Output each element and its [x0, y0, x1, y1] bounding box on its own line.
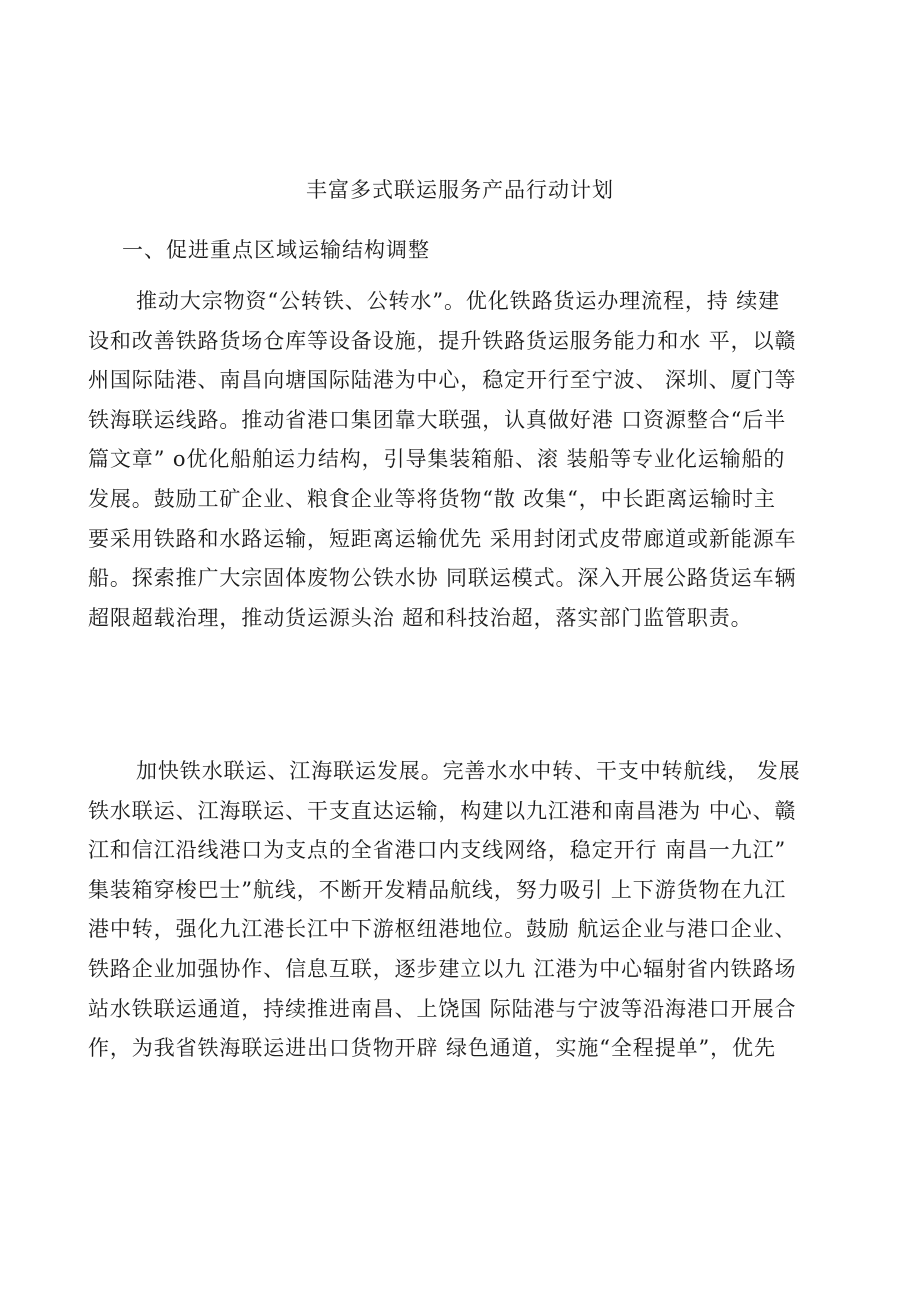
paragraph-line: 铁路企业加强协作、信息互联，逐步建立以九 江港为中心辐射省内铁路场: [88, 956, 797, 981]
paragraph-line: 加快铁水联运、江海联运发展。完善水水中转、干支中转航线， 发展: [136, 759, 801, 783]
paragraph-line: 州国际陆港、南昌向塘国际陆港为中心，稳定开行至宁波、 深圳、厦门等: [88, 368, 797, 393]
paragraph-line: 设和改善铁路货场仓库等设备设施，提升铁路货运服务能力和水 平，以赣: [88, 328, 797, 353]
paragraph-line: 铁水联运、江海联运、干支直达运输，构建以九江港和南昌港为 中心、赣: [88, 798, 797, 823]
paragraph-line: 铁海联运线路。推动省港口集团靠大联强，认真做好港 口资源整合“后半: [88, 407, 787, 432]
paragraph-line: 港中转，强化九江港长江中下游枢纽港地位。鼓励 航运企业与港口企业、: [88, 917, 797, 942]
paragraph-line: 要采用铁路和水路运输，短距离运输优先 采用封闭式皮带廊道或新能源车: [88, 526, 797, 551]
paragraph-1: [88, 282, 840, 638]
paragraph-line: 篇文章” o优化船舶运力结构，引导集装箱船、滚 装船等专业化运输船的: [88, 447, 786, 472]
document-title: 丰富多式联运服务产品行动计划: [306, 178, 614, 202]
paragraph-line: 作，为我省铁海联运进出口货物开辟 绿色通道，实施“全程提单”，优先: [88, 1036, 776, 1061]
paragraph-line: 推动大宗物资“公转铁、公转水”。优化铁路货运办理流程，持 续建: [136, 289, 781, 313]
paragraph-line: 站水铁联运通道，持续推进南昌、上饶国 际陆港与宁波等沿海港口开展合: [88, 996, 797, 1021]
paragraph-line: 江和信江沿线港口为支点的全省港口内支线网络，稳定开行 南昌一九江”: [88, 838, 787, 863]
paragraph-line: 船。探索推广大宗固体废物公铁水协 同联运模式。深入开展公路货运车辆: [88, 566, 797, 591]
section-heading: 一、促进重点区域运输结构调整: [122, 238, 430, 262]
paragraph-2: [88, 752, 840, 1069]
paragraph-line: 集装箱穿梭巴士”航线，不断开发精品航线，努力吸引 上下游货物在九江: [88, 877, 787, 902]
paragraph-line: 超限超载治理，推动货运源头治 超和科技治超，落实部门监管职责。: [88, 605, 753, 630]
paragraph-line: 发展。鼓励工矿企业、粮食企业等将货物“散 改集“，中长距离运输时主: [88, 486, 776, 511]
